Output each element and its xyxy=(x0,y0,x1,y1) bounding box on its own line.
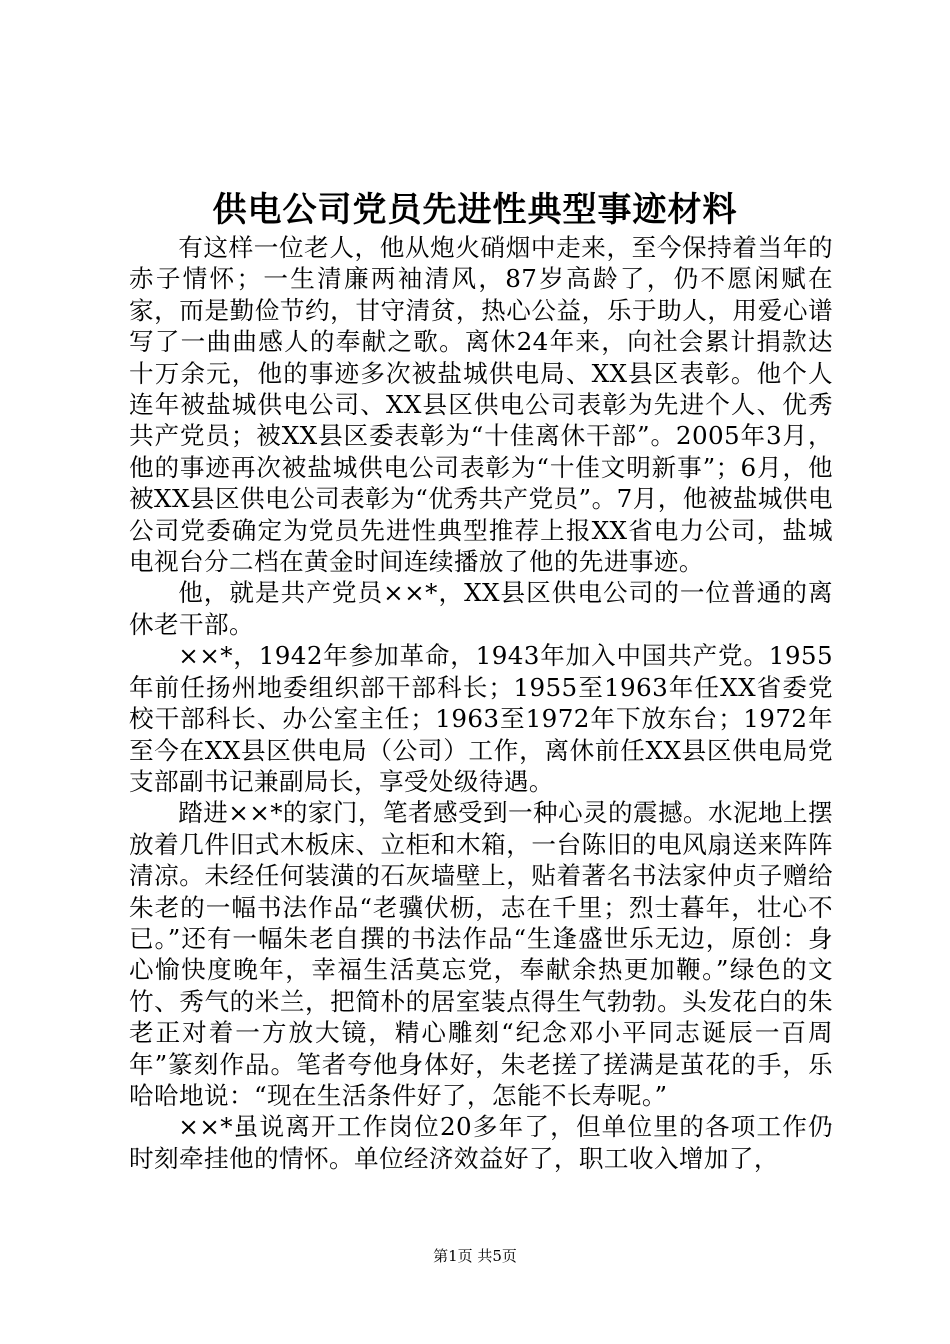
paragraph-1: 有这样一位老人，他从炮火硝烟中走来，至今保持着当年的赤子情怀；一生清廉两袖清风，87岁高龄了，仍不愿闲赋在家，而是勤俭节约，甘守清贫，热心公益，乐于助人，用爱心谱写了一曲曲感人的奉献之歌。离休24年来，向社会累计捐款达十万余元，他的事迹多次被盐城供电局、XX县区表彰。他个人连年被盐城供电公司、XX县区供电公司表彰为先进个人、优秀共产党员；被XX县区委表彰为“十佳离休干部”。2005年3月，他的事迹再次被盐城供电公司表彰为“十佳文明新事”；6月，他被XX县区供电公司表彰为“优秀共产党员”。7月，他被盐城供电公司党委确定为党员先进性典型推荐上报XX省电力公司，盐城电视台分二档在黄金时间连续播放了他的先进事迹。 xyxy=(129,233,833,577)
page-number-footer: 第1页 共5页 xyxy=(433,1247,517,1265)
document-title: 供电公司党员先进性典型事迹材料 xyxy=(212,190,738,230)
paragraph-2: 他，就是共产党员××*，XX县区供电公司的一位普通的离休老干部。 xyxy=(129,578,833,639)
paragraph-5: ××*虽说离开工作岗位20多年了，但单位里的各项工作仍时刻牵挂他的情怀。单位经济效益好了，职工收入增加了， xyxy=(129,1112,833,1173)
paragraph-4: 踏进××*的家门，笔者感受到一种心灵的震撼。水泥地上摆放着几件旧式木板床、立柜和木箱，一台陈旧的电风扇送来阵阵清凉。未经任何装潢的石灰墙壁上，贴着著名书法家仲贞子赠给朱老的一幅书法作品“老骥伏枥，志在千里；烈士暮年，壮心不已。”还有一幅朱老自撰的书法作品“生逢盛世乐无边，原创：身心愉快度晚年，幸福生活莫忘党，奉献余热更加鞭。”绿色的文竹、秀气的米兰，把简朴的居室装点得生气勃勃。头发花白的朱老正对着一方放大镜，精心雕刻“纪念邓小平同志诞辰一百周年”篆刻作品。笔者夸他身体好，朱老搓了搓满是茧花的手，乐哈哈地说：“现在生活条件好了，怎能不长寿呢。” xyxy=(129,798,833,1110)
document-body xyxy=(129,232,833,1174)
paragraph-3: ××*，1942年参加革命，1943年加入中国共产党。1955年前任扬州地委组织部干部科长；1955至1963年任XX省委党校干部科长、办公室主任；1963至1972年下放东台；1972年至今在XX县区供电局（公司）工作，离休前任XX县区供电局党支部副书记兼副局长，享受处级待遇。 xyxy=(129,641,833,796)
